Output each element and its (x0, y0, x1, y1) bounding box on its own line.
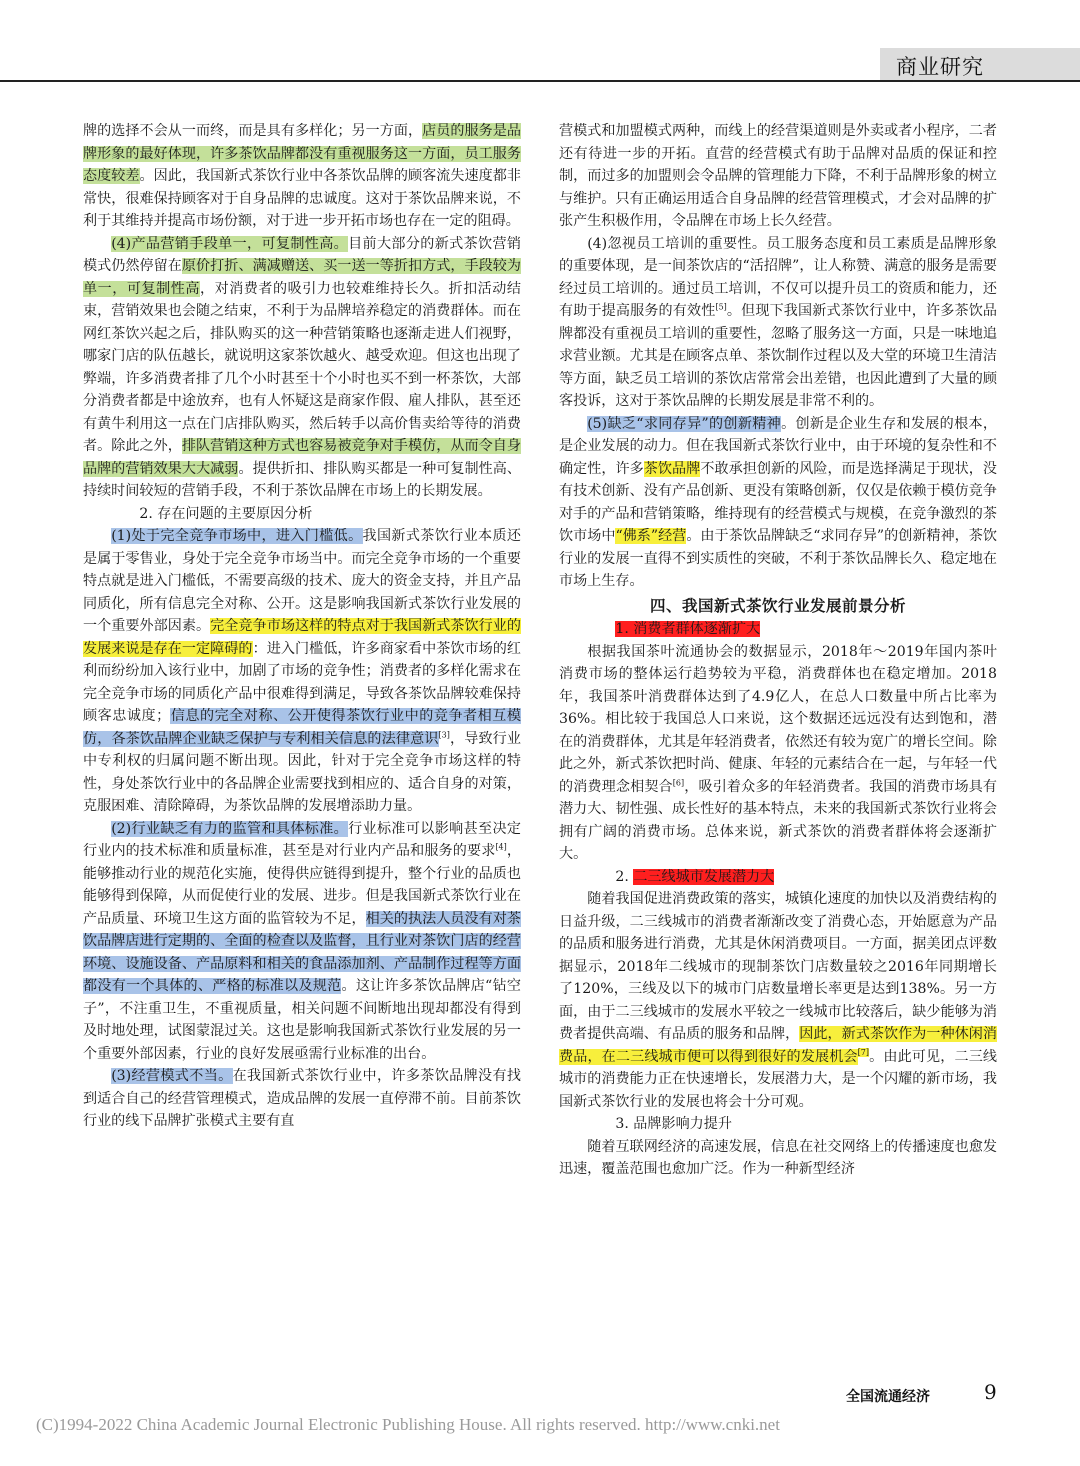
text-run: ：进入门槛低，许多商家看中茶饮市场的红利而纷纷加入该行业中，加剧了市场的竞争性；消费者的多样化需求在完全竞争市场的同质化产品中很难得到满足，导致各茶饮品牌较难保持顾客忠诚度； (83, 640, 521, 724)
text-run: 2. (615, 868, 634, 885)
highlighted-text: 排队营销这种方式也容易被竞争对手模仿，从而令自身品牌的营销效果大大减弱 (83, 438, 522, 477)
paragraph (559, 888, 997, 1113)
text-run: 在我国新式茶饮行业中，许多茶饮品牌没有找到适合自己的经营管理模式，造成品牌的发展一直停滞不前。目前茶饮行业的线下品牌扩张模式主要有直 (83, 1068, 522, 1129)
subsection-heading (83, 503, 521, 526)
highlighted-text: (2)行业缺乏有力的监管和具体标准。 (111, 820, 349, 837)
text-run: ，吸引着众多的年轻消费者。我国的消费市场具有潜力大、韧性强、成长性好的基本特点，未来的我国新式茶饮行业将会拥有广阔的消费市场。总体来说，新式茶饮的消费者群体将会逐渐扩大。 (559, 778, 998, 862)
left-column (83, 120, 521, 1133)
highlighted-text: (5)缺乏“求同存异”的创新精神 (587, 415, 782, 432)
text-run: 目前大部分的新式茶饮营销模式仍然停留在 (83, 235, 521, 274)
text-run: (4)忽视员工培训的重要性。员工服务态度和员工素质是品牌形象的重要体现，是一间茶饮店的“活招牌”，让人称赞、满意的服务是需要经过员工培训的。通过员工培训，不仅可以提升员工的资质和能力，还有助于提高服务的有效性 (559, 235, 997, 319)
text-run: 四、我国新式茶饮行业发展前景分析 (649, 596, 906, 615)
text-run: 。因此，我国新式茶饮行业中各茶饮品牌的顾客流失速度都非常快，很难保持顾客对于自身品牌的忠诚度。这对于茶饮品牌来说，不利于其维持并提高市场份额，对于进一步开拓市场也存在一定的阻碍。 (83, 168, 522, 229)
paragraph (559, 641, 997, 866)
text-run: 根据我国茶叶流通协会的数据显示，2018年～2019年国内茶叶消费市场的整体运行趋势较为平稳，消费群体也在稳定增加。2018年，我国茶叶消费群体达到了4.9亿人，在总人口数量中所占比率为36%。相比较于我国总人口来说，这个数据还远远没有达到饱和，潜在的消费群体，尤其是年轻消费者，依然还有较为宽广的增长空间。除此之外，新式茶饮把时尚、健康、年轻的元素结合在一起，与年轻一代的消费理念相契合 (559, 643, 997, 795)
text-run: 随着互联网经济的高速发展，信息在社交网络上的传播速度也愈发迅速，覆盖范围也愈加广泛。作为一种新型经济 (559, 1138, 997, 1177)
text-run: ，对消费者的吸引力也较难维持长久。折扣活动结束，营销效果也会随之结束，不利于为品牌培养稳定的消费群体。而在网红茶饮兴起之后，排队购买的这一种营销策略也逐渐走进人们视野，哪家门店的队伍越长，就说明这家茶饮越火、越受欢迎。但这也出现了弊端，许多消费者排了几个小时甚至十个小时也买不到一杯茶饮，大部分消费者都是中途放弃，也有人怀疑这是商家作假、雇人排队，甚至还有黄牛利用这一点在门店排队购买，然后转手以高价售卖给等待的消费者。除此之外， (83, 280, 522, 454)
highlighted-text: 1. 消费者群体逐渐扩大 (615, 621, 761, 637)
text-run: ，能够推动行业的规范化实施，使得供应链得到提升，整个行业的品质也能够得到保障，从而促使行业的发展、进步。但是我国新式茶饮行业在产品质量、环境卫生这方面的监管较为不足， (83, 843, 522, 927)
paragraph (83, 233, 521, 503)
highlighted-text: 原价打折、满减赠送、买一送一等折扣方式，手段较为单一，可复制性高 (83, 258, 522, 297)
citation-ref: [3] (438, 729, 450, 739)
paragraph (559, 233, 997, 413)
highlighted-text: 信息的完全对称、公开使得茶饮行业中的竞争者相互模仿，各茶饮品牌企业缺乏保护与专利相关信息的法律意识 (83, 708, 522, 747)
text-run: 。这让许多茶饮品牌店“钻空子”，不注重卫生，不重视质量，相关问题不间断地出现却都没有得到及时地处理，试图蒙混过关。这也是影响我国新式茶饮行业发展的另一个重要外部因素，行业的良好发展亟需行业标准的出台。 (83, 978, 521, 1062)
page-number: 9 (984, 1380, 997, 1404)
highlighted-text: “佛系”经营 (615, 528, 687, 544)
highlighted-text: (1)处于完全竞争市场中，进入门槛低。 (111, 528, 363, 544)
highlighted-text: 二三线城市发展潜力大 (633, 868, 775, 885)
paragraph (83, 818, 521, 1066)
citation-ref: [6] (672, 777, 685, 787)
text-run: ，导致行业中专利权的归属问题不断出现。因此，针对于完全竞争市场这样的特性，身处茶饮行业中的各品牌企业需要找到相应的、适合自身的对策，克服困难、清除障碍，为茶饮品牌的发展增添助力量。 (83, 730, 521, 814)
highlighted-text: 茶饮品牌 (643, 460, 701, 477)
text-run: 。由于茶饮品牌缺乏“求同存异”的创新精神，茶饮行业的发展一直得不到实质性的突破，不利于茶饮品牌长久、稳定地在市场上生存。 (559, 528, 997, 589)
subsection-heading (559, 866, 997, 889)
right-column (559, 120, 997, 1181)
subsection-heading (559, 618, 997, 641)
paragraph (559, 120, 997, 233)
text-run: 不敢承担创新的风险，而是选择满足于现状，没有技术创新、没有产品创新、更没有策略创新，仅仅是依赖于模仿竞争对手的产品和营销策略，维持现有的经营模式与规模，在竞争激烈的茶饮市场中 (559, 460, 998, 544)
highlighted-text: 因此，新式茶饮作为一种休闲消费品，在二三线城市便可以得到很好的发展机会 (559, 1026, 998, 1065)
paragraph (83, 1065, 521, 1133)
text-run: 我国新式茶饮行业本质还是属于零售业，身处于完全竞争市场当中。而完全竞争市场的一个重要特点就是进入门槛低，不需要高级的技术、庞大的资金支持，并且产品同质化，所有信息完全对称、公开。这是影响我国新式茶饮行业发展的一个重要外部因素。 (83, 528, 521, 634)
text-run: 随着我国促进消费政策的落实，城镇化速度的加快以及消费结构的日益升级，二三线城市的消费者渐渐改变了消费心态，开始愿意为产品的品质和服务进行消费，尤其是休闲消费项目。一方面，据美团点评数据显示，2018年二线城市的现制茶饮门店数量较之2016年同期增长了120%，三线及以下的城市门店数量增长率更是达到138%。另一方面，由于二三线城市的发展水平较之一线城市比较落后，缺少能够为消费者提供高端、有品质的服务和品牌， (559, 891, 997, 1042)
section-heading (559, 595, 997, 618)
text-run: 2. 存在问题的主要原因分析 (139, 505, 313, 522)
paragraph (559, 1136, 997, 1181)
copyright-notice: (C)1994-2022 China Academic Journal Electronic Publishing House. All rights reserved. http://www.cnki.net (36, 1415, 780, 1434)
text-run: 营模式和加盟模式两种，而线上的经营渠道则是外卖或者小程序，二者还有待进一步的开拓。直营的经营模式有助于品牌对品质的保证和控制，而过多的加盟则会令品牌的管理能力下降，不利于品牌形象的树立与维护。只有正确运用适合自身品牌的经营管理模式，才会对品牌的扩张产生积极作用，令品牌在市场上长久经营。 (559, 123, 997, 229)
citation-ref: [7] (857, 1047, 870, 1057)
text-run: 3. 品牌影响力提升 (615, 1116, 732, 1132)
text-run: 。由此可见，二三线城市的消费能力正在快速增长，发展潜力大，是一个闪耀的新市场，我国新式茶饮行业的发展也将会十分可观。 (559, 1048, 998, 1110)
text-run: 。提供折扣、排队购买都是一种可复制性高、持续时间较短的营销手段，不利于茶饮品牌在市场上的长期发展。 (83, 460, 522, 499)
text-run: 行业标准可以影响甚至决定行业内的技术标准和质量标准，甚至是对行业内产品和服务的要求 (83, 820, 521, 859)
highlighted-text: 店员的服务是品牌形象的最好体现，许多茶饮品牌都没有重视服务这一方面，员工服务态度较差 (83, 123, 521, 184)
citation-ref: [4] (495, 842, 507, 852)
section-title: 商业研究 (896, 55, 984, 79)
paragraph (559, 413, 997, 593)
citation-ref: [5] (715, 302, 727, 312)
paragraph (83, 525, 521, 818)
text-run: 。但现下我国新式茶饮行业中，许多茶饮品牌都没有重视员工培训的重要性，忽略了服务这一方面，只是一味地追求营业额。尤其是在顾客点单、茶饮制作过程以及大堂的环境卫生清洁等方面，缺乏员工培训的茶饮店常常会出差错，也因此遭到了大量的顾客投诉，这对于茶饮品牌的长期发展是非常不利的。 (559, 303, 998, 409)
journal-name: 全国流通经济 (846, 1389, 930, 1405)
highlighted-text: (4)产品营销手段单一，可复制性高。 (111, 235, 349, 252)
subsection-heading (559, 1113, 997, 1136)
highlighted-text: 相关的执法人员没有对茶饮品牌店进行定期的、全面的检查以及监督，且行业对茶饮门店的经营环境、设施设备、产品原料和相关的食品添加剂、产品制作过程等方面都没有一个具体的、严格的标准以及规范 (83, 910, 522, 994)
paragraph (83, 120, 521, 233)
highlighted-text: (3)经营模式不当。 (111, 1068, 233, 1084)
text-run: 牌的选择不会从一而终，而是具有多样化；另一方面， (83, 123, 423, 139)
text-run: 。创新是企业生存和发展的根本，是企业发展的动力。但在我国新式茶饮行业中，由于环境的复杂性和不确定性，许多 (559, 415, 997, 477)
highlighted-text: 完全竞争市场这样的特点对于我国新式茶饮行业的发展来说是存在一定障碍的 (83, 618, 521, 657)
